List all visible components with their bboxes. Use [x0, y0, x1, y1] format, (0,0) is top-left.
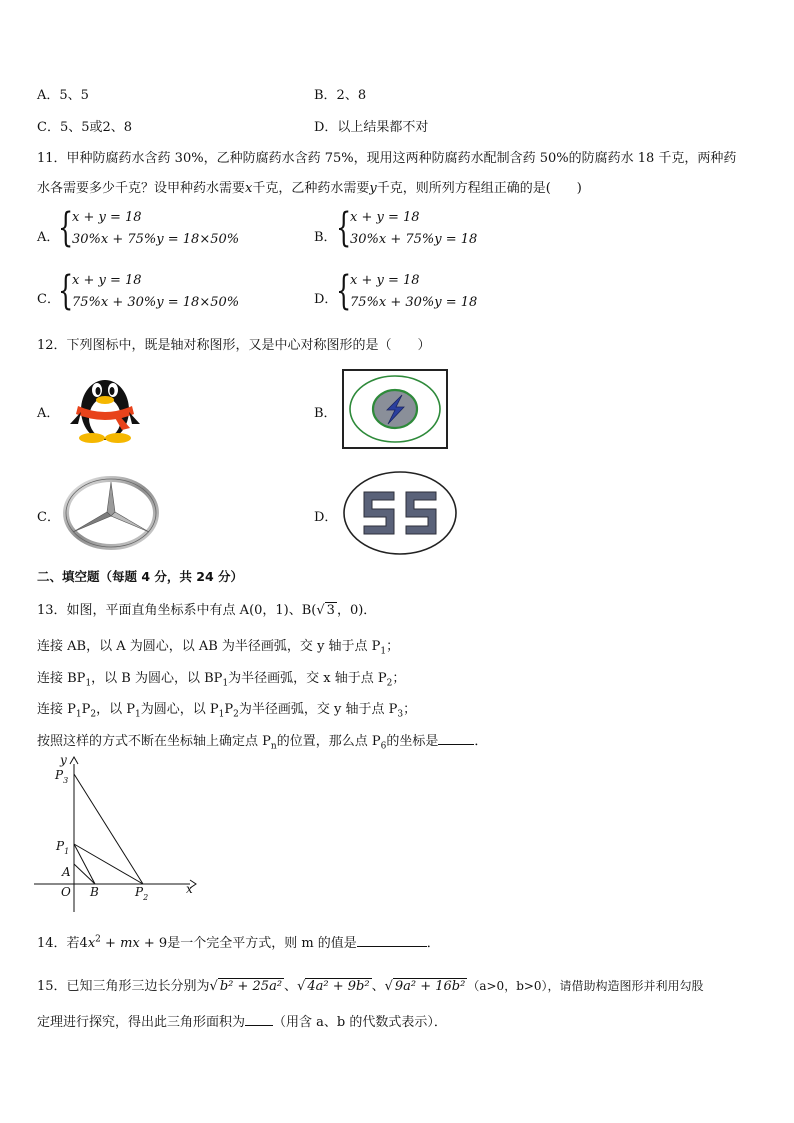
point-p2-label: $P_2$	[135, 885, 149, 902]
section-2-heading: 二、填空题（每题 4 分，共 24 分）	[37, 569, 244, 584]
three-pointed-star-logo-icon	[63, 476, 159, 550]
q13-stem-line4: 连接 $P_1P_2$，以 $P_1$为圆心，以 $P_1P_2$为半径画弧，交 y 轴于点 $P_3$；	[37, 702, 417, 720]
q12-option-c-label: C．	[37, 510, 60, 525]
brace-icon: {	[336, 268, 352, 314]
point-p1-label: $P_1$	[56, 839, 70, 856]
point-p3-label: $P_3$	[55, 768, 69, 785]
q15-stem-line1: 15．已知三角形三边长分别为√ b² + 25a² 、√ 4a² + 9b² 、√ 9a² + 16b² （a>0，b>0），请借助构造图形并利用勾股	[37, 979, 704, 994]
q10-option-d: D．以上结果都不对	[314, 120, 429, 135]
q11-option-c-label: C．	[37, 292, 60, 307]
y-axis-label: y	[60, 754, 67, 767]
point-b-label: B	[90, 885, 99, 899]
q13-stem-line2: 连接 AB，以 A 为圆心，以 AB 为半径画弧，交 y 轴于点 $P_1$；	[37, 639, 400, 657]
q11-option-d-label: D．	[314, 292, 338, 307]
q11-stem-line2: 水各需要多少千克？设甲种药水需要x千克，乙种药水需要y千克，则所列方程组正确的是( )	[37, 181, 582, 196]
q13-stem-line1: 13．如图，平面直角坐标系中有点 A(0，1)、B(√ 3 ，0)．	[37, 603, 377, 618]
penguin-logo-icon	[64, 370, 146, 444]
q13-coordinate-figure	[34, 754, 204, 914]
q11-option-b-label: B．	[314, 230, 337, 245]
q11-option-a-label: A．	[37, 230, 60, 245]
double-s-logo-icon	[342, 470, 458, 556]
origin-label: O	[61, 885, 71, 899]
q15-stem-line2: 定理进行探究，得出此三角形面积为 （用含 a、b 的代数式表示）．	[37, 1015, 447, 1030]
q14-answer-blank[interactable]	[357, 934, 427, 947]
q13-answer-blank[interactable]	[438, 732, 474, 745]
q11-stem-line1: 11．甲种防腐药水含药 30%，乙种防腐药水含药 75%，现用这两种防腐药水配制含药 50%的防腐药水 18 千克，两种药	[37, 151, 737, 166]
brace-icon: {	[58, 205, 74, 251]
q12-option-a-label: A．	[37, 406, 60, 421]
brace-icon: {	[58, 268, 74, 314]
q10-option-b: B．2、8	[314, 88, 367, 103]
q10-option-c: C．5、5或2、8	[37, 120, 133, 135]
brace-icon: {	[336, 205, 352, 251]
q13-stem-line3: 连接 $BP_1$，以 B 为圆心，以 $BP_1$为半径画弧，交 x 轴于点 $P_2$；	[37, 671, 406, 689]
q10-option-a: A．5、5	[37, 88, 89, 103]
point-a-label: A	[62, 865, 71, 879]
q12-stem: 12．下列图标中，既是轴对称图形，又是中心对称图形的是（ ）	[37, 338, 431, 353]
q14-stem: 14．若$4x^2$ + mx + 9是一个完全平方式，则 m 的值是 ．	[37, 934, 440, 951]
q15-answer-blank[interactable]	[245, 1013, 273, 1026]
x-axis-label: x	[186, 882, 193, 896]
q12-option-d-label: D．	[314, 510, 338, 525]
lightning-ellipse-logo-icon	[342, 369, 448, 449]
q12-option-b-label: B．	[314, 406, 337, 421]
q13-stem-line5: 按照这样的方式不断在坐标轴上确定点 $P_n$的位置，那么点 $P_6$的坐标是 ．	[37, 734, 488, 752]
